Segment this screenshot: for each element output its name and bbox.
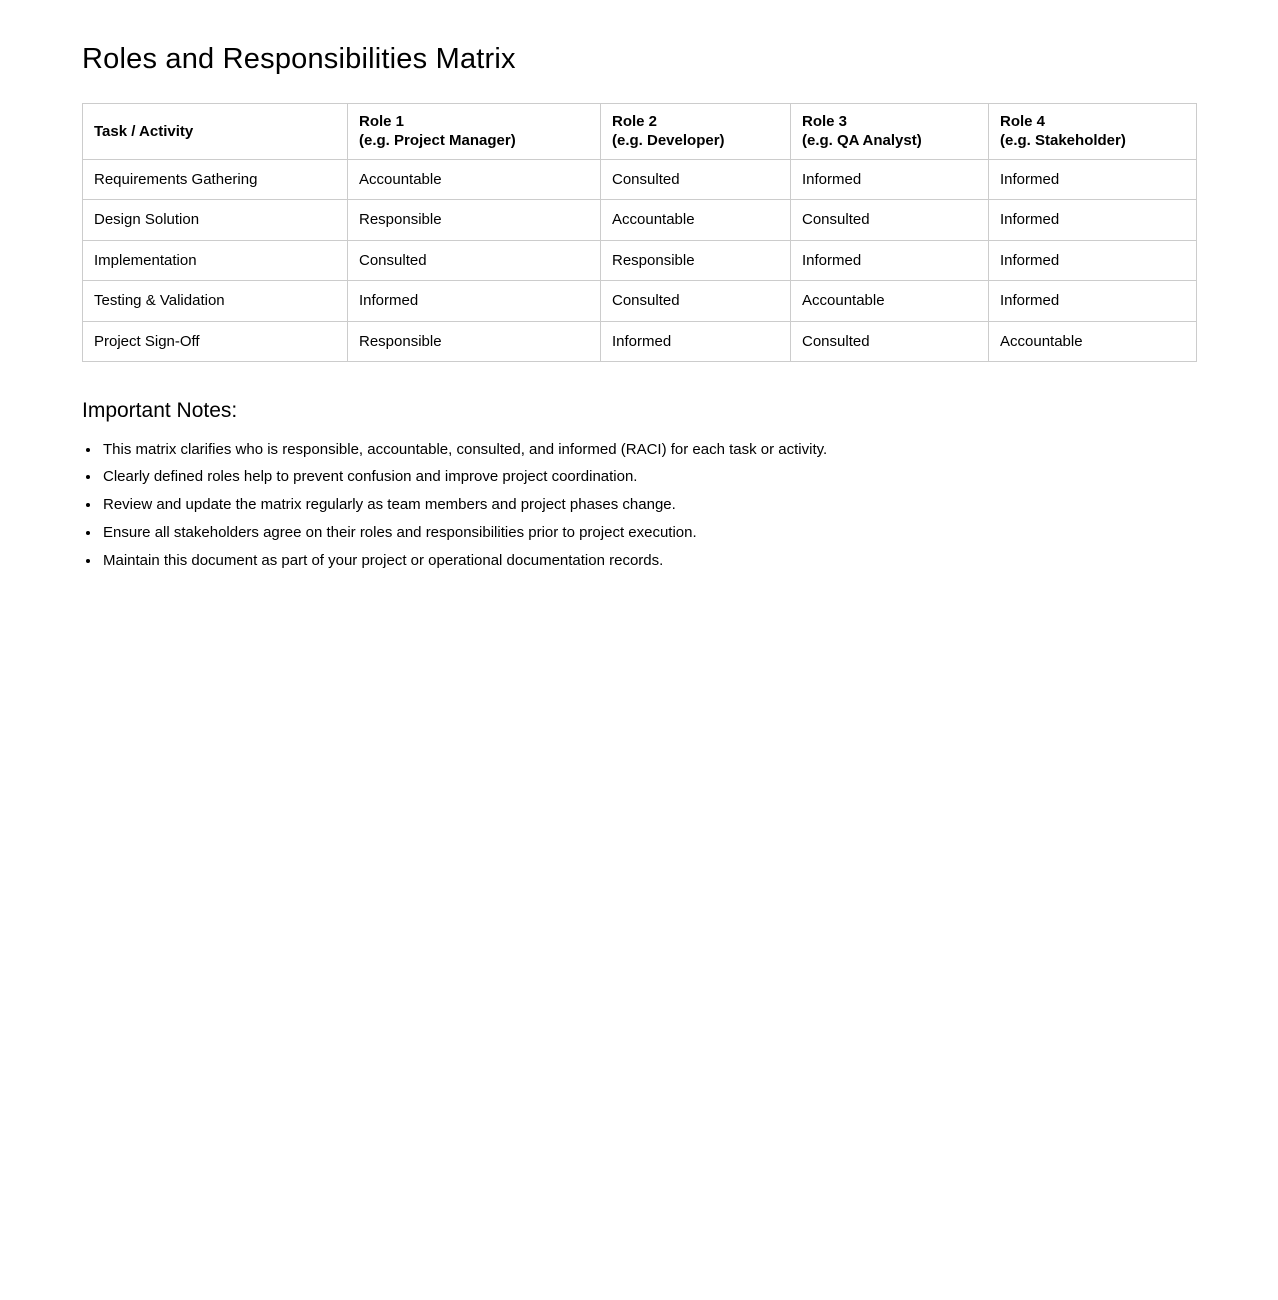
task-cell: Testing & Validation [83, 281, 348, 322]
role1-cell: Responsible [348, 321, 601, 362]
note-item: • Ensure all stakeholders agree on their roles and responsibilities prior to project execution. [101, 524, 1196, 543]
page-title: Roles and Responsibilities Matrix [82, 43, 516, 75]
column-label: Role 3 [802, 112, 848, 130]
notes-heading: Important Notes: [82, 399, 238, 423]
note-item: • Review and update the matrix regularly as team members and project phases change. [101, 496, 1196, 515]
role4-cell: Informed [989, 200, 1197, 241]
column-header-role3 [791, 103, 989, 159]
table-body [83, 159, 1197, 362]
table-row [83, 240, 1197, 281]
role1-cell: Responsible [348, 200, 601, 241]
task-cell: Requirements Gathering [83, 159, 348, 200]
column-header-role1 [348, 103, 601, 159]
column-sublabel: (e.g. Developer) [612, 132, 725, 150]
role4-cell: Informed [989, 159, 1197, 200]
task-cell: Project Sign-Off [83, 321, 348, 362]
role2-cell: Accountable [601, 200, 791, 241]
column-sublabel: (e.g. Project Manager) [359, 132, 516, 150]
column-sublabel: (e.g. Stakeholder) [1000, 132, 1126, 150]
role3-cell: Consulted [791, 321, 989, 362]
table-row [83, 281, 1197, 322]
role2-cell: Consulted [601, 281, 791, 322]
column-label: Role 1 [359, 112, 405, 130]
task-cell: Design Solution [83, 200, 348, 241]
role1-cell: Accountable [348, 159, 601, 200]
role2-cell: Responsible [601, 240, 791, 281]
note-item: • Clearly defined roles help to prevent confusion and improve project coordination. [101, 468, 1196, 487]
task-cell: Implementation [83, 240, 348, 281]
table-row [83, 159, 1197, 200]
role3-cell: Informed [791, 159, 989, 200]
role3-cell: Informed [791, 240, 989, 281]
role3-cell: Consulted [791, 200, 989, 241]
role4-cell: Informed [989, 240, 1197, 281]
header-row [83, 103, 1197, 159]
note-item: • Maintain this document as part of your project or operational documentation records. [101, 552, 1196, 571]
table-row [83, 200, 1197, 241]
column-label: Role 2 [612, 112, 658, 130]
role3-cell: Accountable [791, 281, 989, 322]
role4-cell: Accountable [989, 321, 1197, 362]
role1-cell: Informed [348, 281, 601, 322]
column-header-task [83, 103, 348, 159]
raci-matrix-table [82, 103, 1197, 363]
role2-cell: Consulted [601, 159, 791, 200]
note-item: • This matrix clarifies who is responsible, accountable, consulted, and informed (RACI) for each task or activity. [101, 441, 1196, 460]
column-header-role4 [989, 103, 1197, 159]
role4-cell: Informed [989, 281, 1197, 322]
table-header [83, 103, 1197, 159]
role1-cell: Consulted [348, 240, 601, 281]
column-label: Role 4 [1000, 112, 1046, 130]
role2-cell: Informed [601, 321, 791, 362]
notes-list [82, 441, 1196, 571]
column-label: Task / Activity [94, 122, 194, 140]
column-sublabel: (e.g. QA Analyst) [802, 132, 922, 150]
table-row [83, 321, 1197, 362]
column-header-role2 [601, 103, 791, 159]
